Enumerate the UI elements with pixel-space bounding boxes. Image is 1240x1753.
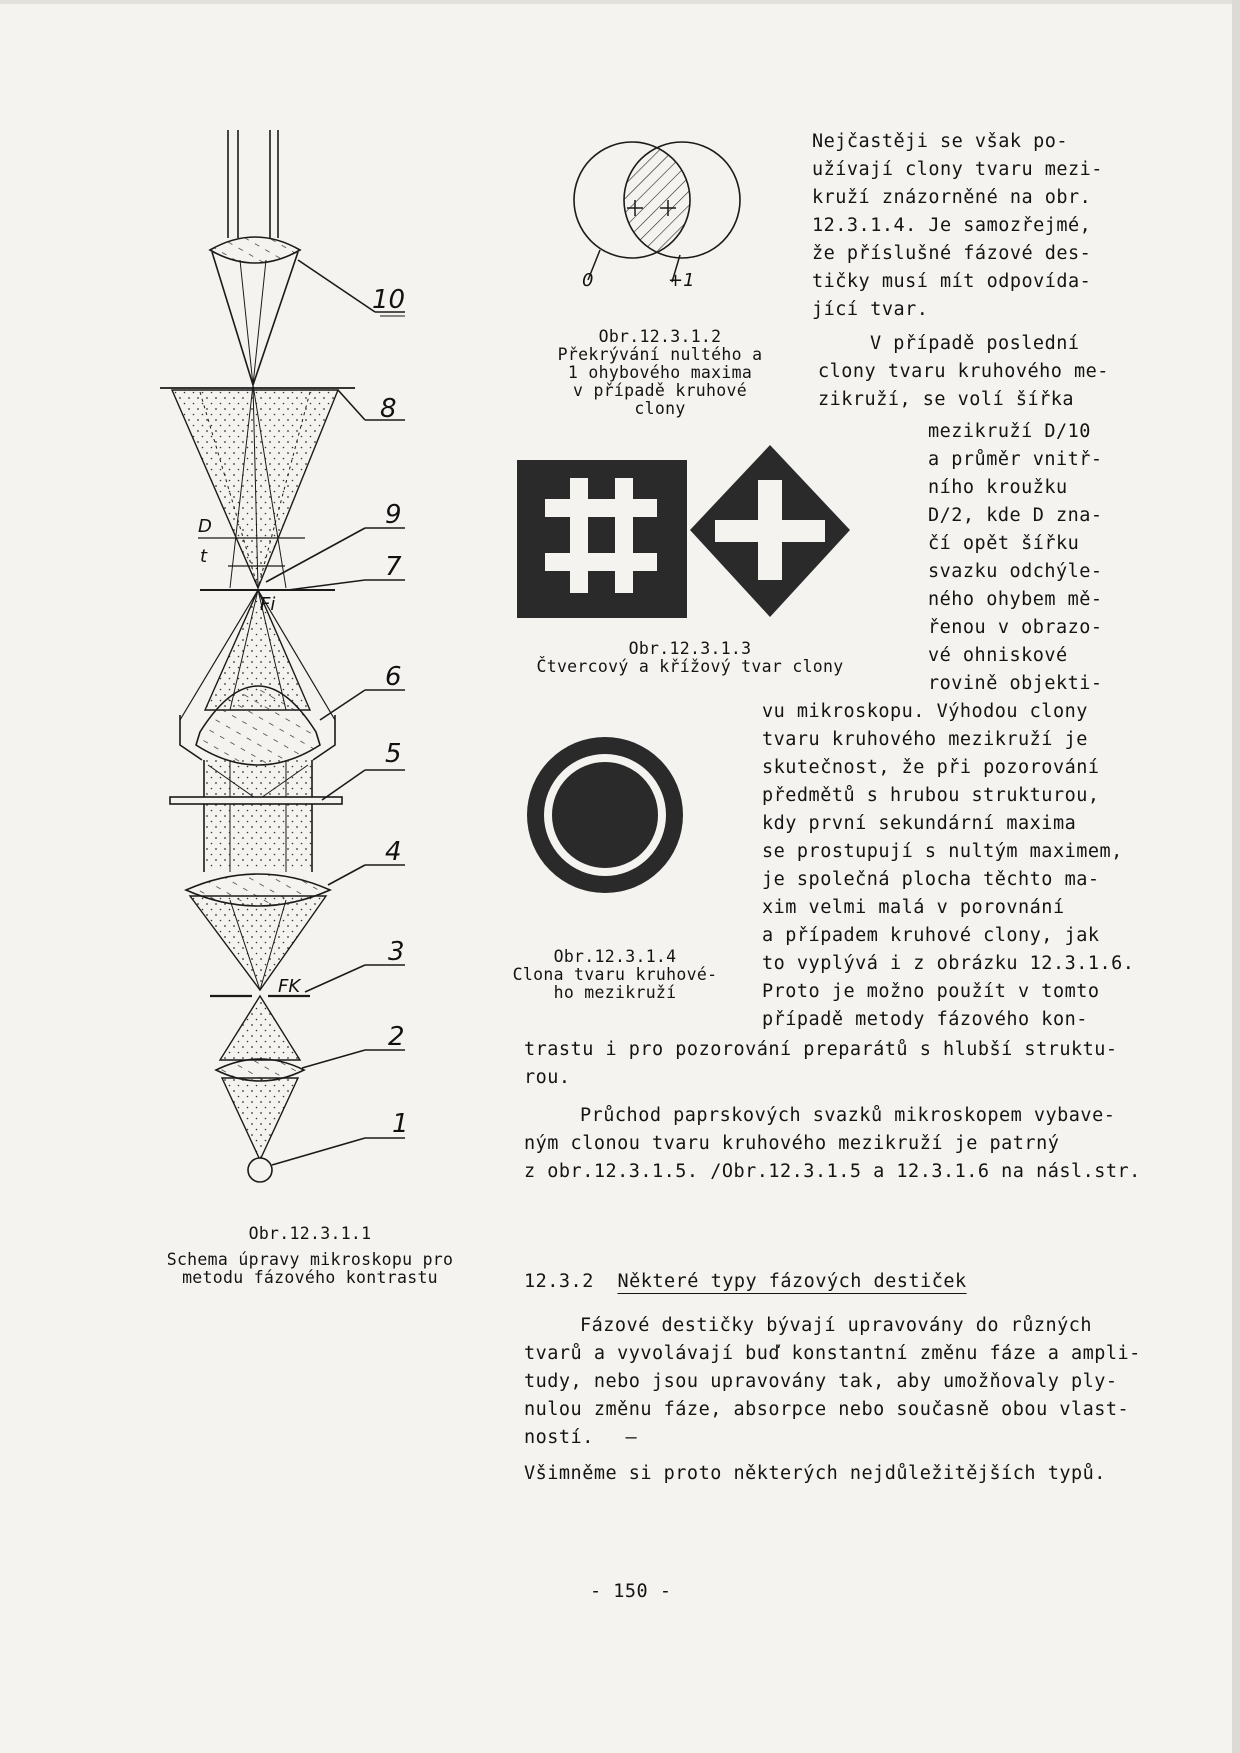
- text-line: Průchod paprskových svazků mikroskopem vybave-: [580, 1105, 1116, 1126]
- text-line: clony tvaru kruhového me-: [818, 361, 1109, 382]
- text-line: skutečnost, že při pozorování: [762, 757, 1100, 778]
- fig2-caption-line: v případě kruhové: [573, 381, 747, 400]
- text-line: Proto je možno použít v tomto: [762, 981, 1100, 1002]
- text-line: předmětů s hrubou strukturou,: [762, 785, 1100, 806]
- text-line: [524, 1424, 1141, 1452]
- label-10: 10: [372, 285, 406, 315]
- text-line: to vyplývá i z obrázku 12.3.1.6.: [762, 953, 1135, 974]
- label-5: 5: [385, 739, 402, 769]
- label-7: 7: [385, 552, 402, 582]
- label-2: 2: [388, 1022, 405, 1052]
- text-line: jící tvar.: [812, 299, 929, 320]
- text-line: tvarů a vyvolávají buď konstantní změnu fáze a ampli-: [524, 1343, 1141, 1364]
- fig2-caption-line: Překrývání nultého a: [557, 345, 763, 364]
- annular-stop-diagram: [525, 735, 685, 895]
- text-line: xim velmi malá v porovnání: [762, 897, 1065, 918]
- square-stop: [517, 460, 687, 618]
- text-block-2: [818, 330, 1109, 414]
- label-zero-order: 0: [582, 270, 594, 290]
- text-line: případě metody fázového kon-: [762, 1009, 1088, 1030]
- text-line: rou.: [524, 1067, 571, 1088]
- text-dash: —: [625, 1427, 638, 1448]
- text-block-6: [524, 1102, 1141, 1186]
- text-line: rovině objekti-: [928, 673, 1103, 694]
- text-line: že příslušné fázové des-: [812, 243, 1092, 264]
- text-line: tvaru kruhového mezikruží je: [762, 729, 1088, 750]
- text-line: je společná plocha těchto ma-: [762, 869, 1100, 890]
- text-line: tičky musí mít odpovída-: [812, 271, 1092, 292]
- text-line: užívají clony tvaru mezi-: [812, 159, 1103, 180]
- label-Fi: Fi: [260, 594, 276, 615]
- schema-caption-line: metodu fázového kontrastu: [182, 1268, 438, 1287]
- text-block-7: [524, 1312, 1141, 1452]
- label-3: 3: [388, 937, 405, 967]
- label-6: 6: [385, 662, 402, 692]
- label-4: 4: [385, 837, 402, 867]
- fig2-caption-line: Obr.12.3.1.2: [598, 327, 722, 346]
- schema-caption-number: Obr.12.3.1.1: [248, 1224, 372, 1243]
- text-block-4: [762, 698, 1134, 1034]
- light-source-1: [248, 1158, 272, 1182]
- text-block-3: [928, 418, 1103, 698]
- fig4-caption: [500, 948, 730, 1002]
- text-line: čí opět šířku: [928, 533, 1080, 554]
- section-number: 12.3.2: [524, 1271, 594, 1292]
- text-line: řenou v obrazo-: [928, 617, 1103, 638]
- text-line: a průměr vnitř-: [928, 449, 1103, 470]
- text-line: vé ohniskové: [928, 645, 1068, 666]
- fig3-caption-line: Obr.12.3.1.3: [628, 639, 752, 658]
- text-line: Fázové destičky bývají upravovány do různých: [580, 1315, 1093, 1336]
- page-right-edge: [1232, 0, 1240, 1753]
- text-line: ného ohybem mě-: [928, 589, 1103, 610]
- fig2-caption: [525, 328, 795, 418]
- text-line: mezikruží D/10: [928, 421, 1091, 442]
- section-heading: [524, 1268, 967, 1296]
- microscope-schema-diagram: [160, 120, 460, 1350]
- text-line: V případě poslední: [870, 333, 1080, 354]
- overlapping-maxima-diagram: [570, 140, 750, 290]
- text-line: kruží znázorněné na obr.: [812, 187, 1092, 208]
- label-Fk: FK: [278, 976, 301, 997]
- text-block-8: Všimněme si proto některých nejdůležitějších typů.: [524, 1463, 1106, 1484]
- fig4-caption-line: Clona tvaru kruhové-: [512, 965, 718, 984]
- text-line: z obr.12.3.1.5. /Obr.12.3.1.5 a 12.3.1.6 na násl.str.: [524, 1161, 1141, 1182]
- page-top-edge: [0, 0, 1240, 4]
- text-line: nulou změnu fáze, absorpce nebo současně obou vlast-: [524, 1399, 1130, 1420]
- text-line: a případem kruhové clony, jak: [762, 925, 1100, 946]
- label-t: t: [200, 546, 208, 567]
- schema-caption: [160, 1225, 460, 1287]
- schema-caption-line: Schema úpravy mikroskopu pro: [166, 1250, 454, 1269]
- text-line: svazku odchýle-: [928, 561, 1103, 582]
- label-8: 8: [380, 394, 397, 424]
- label-9: 9: [385, 500, 402, 530]
- text-line: vu mikroskopu. Výhodou clony: [762, 701, 1088, 722]
- lens-10: [210, 237, 300, 263]
- fig2-caption-line: 1 ohybového maxima: [567, 363, 753, 382]
- section-title: Některé typy fázových destiček: [617, 1271, 967, 1292]
- square-and-cross-stops-diagram: [515, 445, 850, 620]
- text-line: 12.3.1.4. Je samozřejmé,: [812, 215, 1092, 236]
- label-1: 1: [392, 1109, 409, 1139]
- fig3-caption: [500, 640, 880, 676]
- text-fragment: ností.: [524, 1427, 594, 1448]
- text-block-5: [524, 1036, 1118, 1092]
- fig4-caption-line: Obr.12.3.1.4: [553, 947, 677, 966]
- text-line: ního kroužku: [928, 477, 1068, 498]
- text-line: zikruží, se volí šířka: [818, 389, 1075, 410]
- fig2-caption-line: clony: [634, 399, 686, 418]
- fig3-caption-line: Čtvercový a křížový tvar clony: [536, 657, 844, 676]
- text-line: kdy první sekundární maxima: [762, 813, 1077, 834]
- text-line: ným clonou tvaru kruhového mezikruží je patrný: [524, 1133, 1060, 1154]
- text-line: D/2, kde D zna-: [928, 505, 1103, 526]
- text-line: tudy, nebo jsou upravovány tak, aby umožňovaly ply-: [524, 1371, 1118, 1392]
- text-line: trastu i pro pozorování preparátů s hlubší struktu-: [524, 1039, 1118, 1060]
- text-line: Nejčastěji se však po-: [812, 131, 1069, 152]
- text-line: se prostupují s nultým maximem,: [762, 841, 1123, 862]
- text-block-1: [812, 128, 1103, 324]
- label-D: D: [198, 516, 212, 537]
- label-first-order: +1: [668, 270, 695, 290]
- fig4-caption-line: ho mezikruží: [553, 983, 677, 1002]
- page-number: - 150 -: [590, 1581, 672, 1602]
